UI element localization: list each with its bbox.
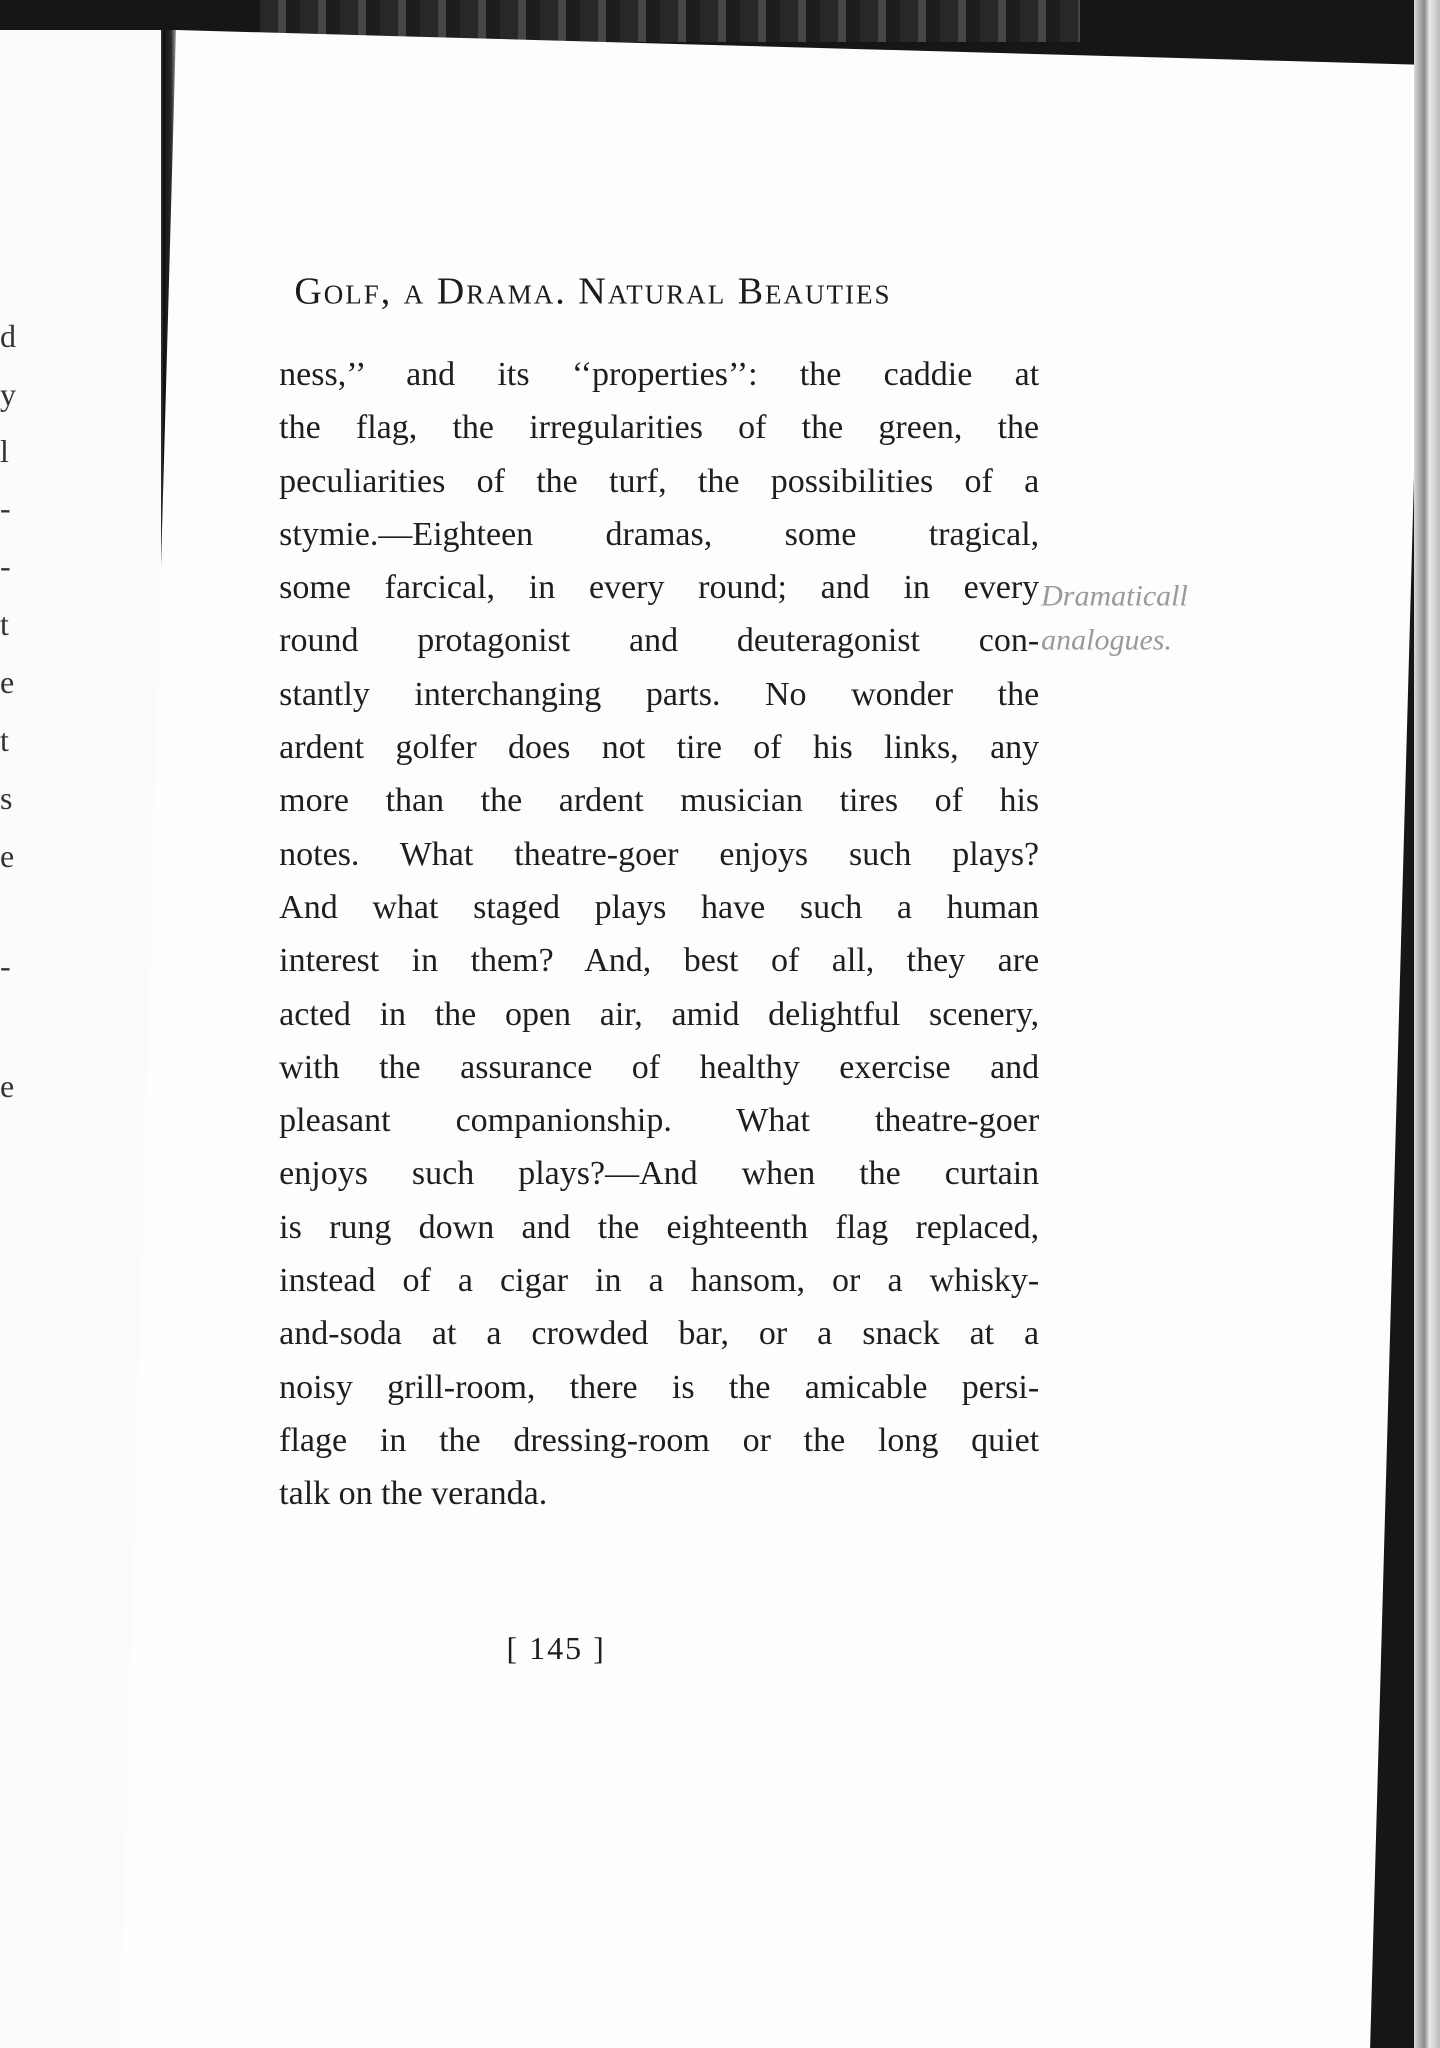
text-line: the flag, the irregularities of the green, the (279, 409, 1040, 447)
text-line: talk on the veranda. (279, 1475, 548, 1513)
text-line: round protagonist and deuteragonist con- (279, 622, 1040, 660)
body-text (279, 348, 1039, 1521)
left-page-fragment: d (0, 318, 16, 354)
text-line: stymie.—Eighteen dramas, some tragical, (279, 515, 1040, 553)
margin-note (1041, 574, 1188, 662)
left-page-fragment: - (0, 490, 11, 526)
text-line: ardent golfer does not tire of his links, any (279, 729, 1040, 767)
margin-note-line: analogues. (1041, 623, 1172, 657)
left-page-fragment: e (0, 1068, 15, 1104)
page-number: [ 145 ] (506, 1629, 606, 1666)
text-line: acted in the open air, amid delightful scenery, (279, 995, 1040, 1033)
text-line: pleasant companionship. What theatre-goer (279, 1102, 1040, 1140)
text-line: is rung down and the eighteenth flag replaced, (279, 1208, 1040, 1246)
left-page-fragment: y (0, 376, 16, 412)
text-line: ness,’’ and its ‘‘properties’’: the caddie at (279, 356, 1040, 394)
text-line: stantly interchanging parts. No wonder the (279, 675, 1040, 713)
left-page-fragment: s (0, 780, 13, 816)
text-line: noisy grill-room, there is the amicable persi- (279, 1368, 1040, 1406)
left-page-fragment: t (0, 606, 9, 642)
text-line: And what staged plays have such a human (279, 888, 1040, 926)
text-line: enjoys such plays?—And when the curtain (279, 1155, 1040, 1193)
text-line: some farcical, in every round; and in every (279, 569, 1040, 607)
margin-note-line: Dramaticall (1041, 579, 1188, 613)
text-line: interest in them? And, best of all, they are (279, 942, 1040, 980)
text-line: peculiarities of the turf, the possibilities of a (279, 462, 1040, 500)
page-stack-edge (1414, 0, 1440, 2048)
left-page-fragment: - (0, 948, 11, 984)
text-line: notes. What theatre-goer enjoys such plays? (279, 835, 1040, 873)
text-line: flage in the dressing-room or the long quiet (279, 1421, 1040, 1459)
left-page-fragment: e (0, 838, 15, 874)
text-line: and-soda at a crowded bar, or a snack at a (279, 1315, 1040, 1353)
text-line: with the assurance of healthy exercise and (279, 1048, 1040, 1086)
right-page (120, 30, 1426, 2048)
left-page-fragment: t (0, 722, 9, 758)
text-line: more than the ardent musician tires of his (279, 782, 1040, 820)
text-line: instead of a cigar in a hansom, or a whisky- (279, 1262, 1040, 1300)
left-page-fragment: e (0, 664, 15, 700)
running-header: Golf, a Drama. Natural Beauties (294, 270, 892, 313)
left-page-fragment: - (0, 548, 11, 584)
left-page-fragment: l (0, 433, 9, 469)
